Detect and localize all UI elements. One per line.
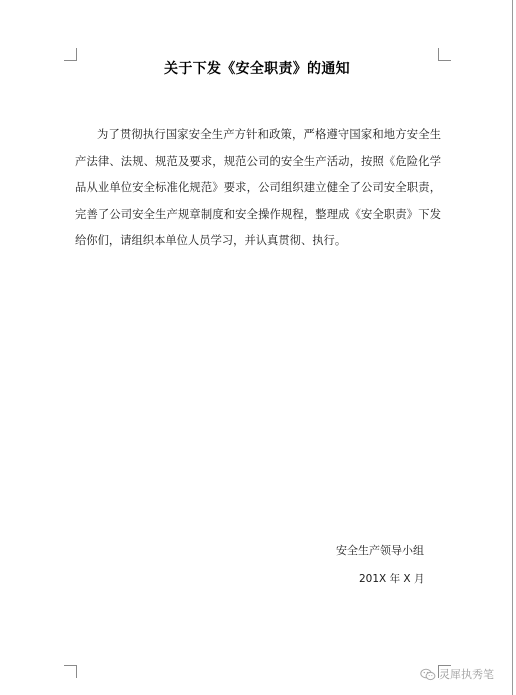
document-body: 为了贯彻执行国家安全生产方针和政策，严格遵守国家和地方安全生产法律、法规、规范及要求，规范公司的安全生产活动，按照《危险化学品从业单位安全标准化规范》要求，公司组织建立健全了公司安全职责，完善了公司安全生产规章制度和安全操作规程，整理成《安全职责》下发给你们，请组织本单位人员学习，并认真贯彻、执行。 (75, 128, 441, 247)
watermark (420, 666, 494, 682)
document-title: 关于下发《安全职责》的通知 (164, 61, 350, 77)
watermark-text: 灵犀执秀笔 (439, 668, 494, 681)
page-right-edge (512, 0, 513, 695)
crop-mark-bottom-left (64, 665, 77, 678)
crop-mark-top-right (438, 48, 451, 61)
document-date: 201X 年 X 月 (359, 573, 425, 585)
signature-org: 安全生产领导小组 (336, 544, 424, 557)
wechat-icon (420, 668, 436, 681)
